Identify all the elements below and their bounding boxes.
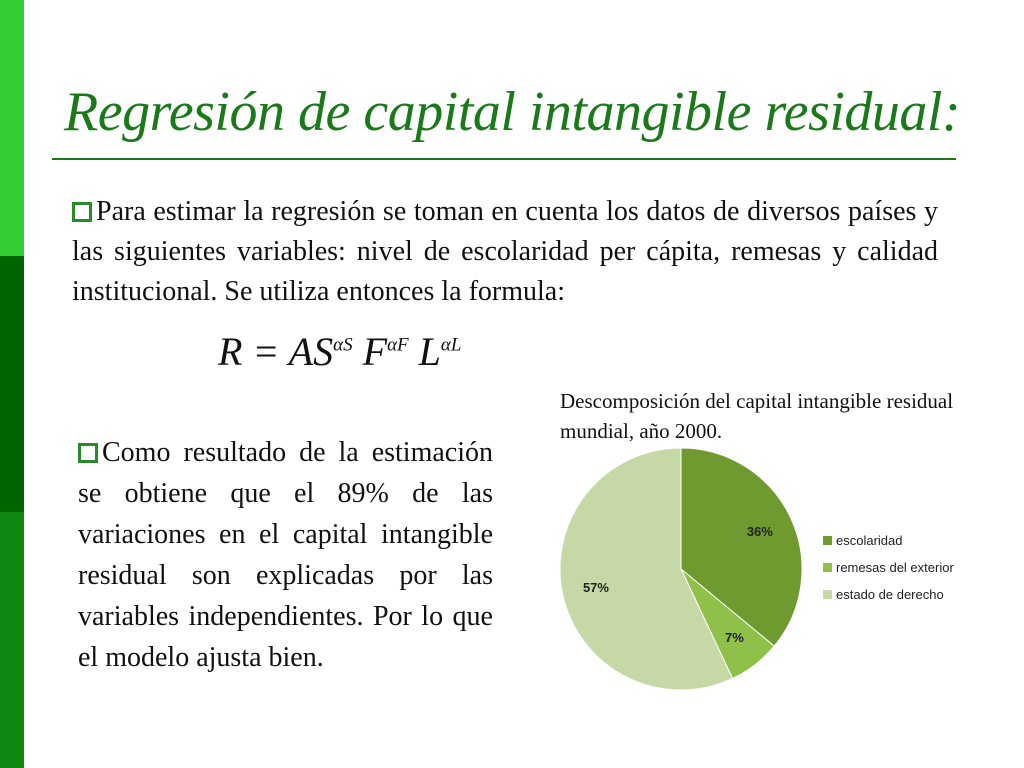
formula-f: F: [352, 329, 388, 374]
legend-swatch: [823, 563, 832, 572]
paragraph-1: [72, 192, 938, 312]
side-bar-bottom-segment: [0, 512, 24, 768]
legend-swatch: [823, 536, 832, 545]
pie-data-label: 36%: [746, 523, 773, 539]
legend-label: remesas del exterior: [836, 560, 954, 575]
pie-chart: [548, 440, 988, 700]
square-bullet-icon: [72, 202, 92, 222]
square-bullet-icon: [78, 443, 98, 463]
formula-exp-l: αL: [440, 334, 462, 356]
legend-label: estado de derecho: [836, 587, 944, 602]
paragraph-2-text: Como resultado de la estimación se obtiene que el 89% de las variaciones en el capital intangible residual son explicadas por las variables independientes. Por lo que el modelo ajusta bien.: [78, 437, 493, 673]
paragraph-2: [78, 432, 493, 678]
chart-title: Descomposición del capital intangible residual mundial, año 2000.: [560, 389, 954, 443]
formula-lhs: R = AS: [218, 329, 334, 374]
pie-data-label: 57%: [582, 580, 609, 596]
formula-exp-s: αS: [333, 334, 353, 356]
slide-title: Regresión de capital intangible residual:: [64, 81, 961, 143]
side-bar-top-segment: [0, 0, 24, 256]
pie-data-label: 7%: [724, 629, 744, 645]
side-bar-middle-segment: [0, 256, 24, 512]
paragraph-1-text: Para estimar la regresión se toman en cuenta los datos de diversos países y las siguientes variables: nivel de escolaridad per cápita, remesas y calidad institucional. Se utiliza entonces la formula:: [72, 196, 938, 307]
formula-l: L: [408, 329, 441, 374]
formula: [218, 328, 461, 375]
legend-label: escolaridad: [836, 533, 903, 548]
legend-swatch: [823, 590, 832, 599]
side-color-bar: [0, 0, 24, 768]
formula-exp-f: αF: [387, 334, 409, 356]
title-underline: [52, 158, 956, 160]
